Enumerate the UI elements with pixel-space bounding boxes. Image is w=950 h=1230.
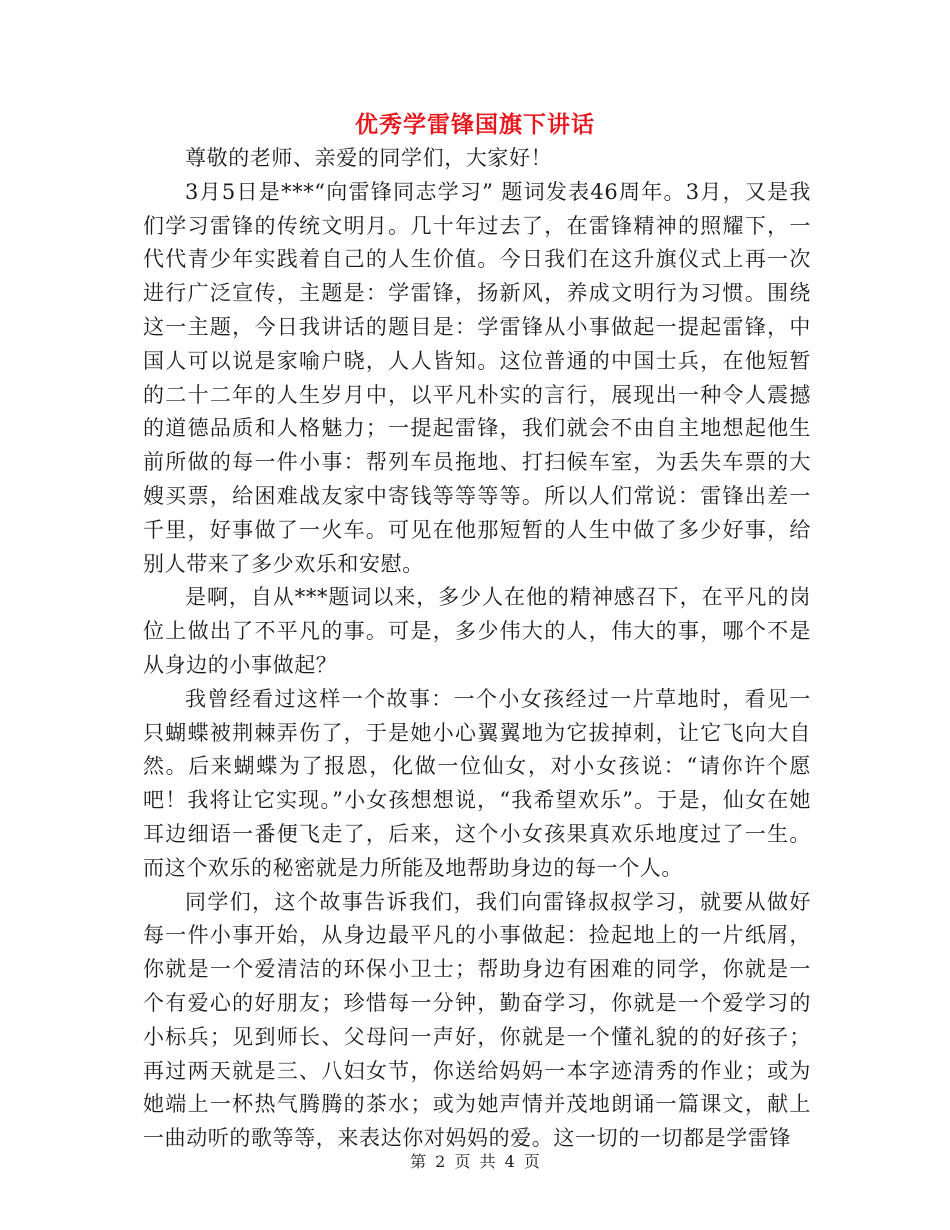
document-title: 优秀学雷锋国旗下讲话 [355, 112, 595, 138]
paragraph-inspiration: 是啊，自从***题词以来，多少人在他的精神感召下，在平凡的岗位上做出了不平凡的事。可是，多少伟大的人，伟大的事，哪个不是从身边的小事做起？ [143, 585, 811, 677]
paragraph-greeting: 尊敬的老师、亲爱的同学们，大家好！ [185, 146, 553, 170]
paragraph-butterfly-story: 我曾经看过这样一个故事：一个小女孩经过一片草地时，看见一只蝴蝶被荆棘弄伤了，于是她小心翼翼地为它拔掉刺，让它飞向大自然。后来蝴蝶为了报恩，化做一位仙女，对小女孩说：“请你许个愿吧！我将让它实现。”小女孩想想说，“我希望欢乐”。于是，仙女在她耳边细语一番便飞走了，后来，这个小女孩果真欢乐地度过了一生。而这个欢乐的秘密就是力所能及地帮助身边的每一个人。 [143, 686, 811, 880]
paragraph-lei-feng-intro: 3月5日是***“向雷锋同志学习” 题词发表46周年。3月，又是我们学习雷锋的传统文明月。几十年过去了，在雷锋精神的照耀下，一代代青少年实践着自己的人生价值。今日我们在这升旗仪式上再一次进行广泛宣传，主题是：学雷锋，扬新风，养成文明行为习惯。围绕这一主题，今日我讲话的题目是：学雷锋从小事做起一提起雷锋，中国人可以说是家喻户晓，人人皆知。这位普通的中国士兵，在他短暂的二十二年的人生岁月中，以平凡朴实的言行，展现出一种令人震撼的道德品质和人格魅力；一提起雷锋，我们就会不由自主地想起他生前所做的每一件小事：帮列车员拖地、打扫候车室，为丢失车票的大嫂买票，给困难战友家中寄钱等等等等。所以人们常说：雷锋出差一千里，好事做了一火车。可见在他那短暂的人生中做了多少好事，给别人带来了多少欢乐和安慰。 [143, 179, 811, 576]
page-number-footer: 第 2 页 共 4 页 [410, 1152, 540, 1171]
paragraph-call-to-action: 同学们，这个故事告诉我们，我们向雷锋叔叔学习，就要从做好每一件小事开始，从身边最平凡的小事做起：捡起地上的一片纸屑，你就是一个爱清洁的环保小卫士；帮助身边有困难的同学，你就是一个有爱心的好朋友；珍惜每一分钟，勤奋学习，你就是一个爱学习的小标兵；见到师长、父母问一声好，你就是一个懂礼貌的的好孩子；再过两天就是三、八妇女节，你送给妈妈一本字迹清秀的作业；或为她端上一杯热气腾腾的茶水；或为她声情并茂地朗诵一篇课文，献上一曲动听的歌等等，来表达你对妈妈的爱。这一切的一切都是学雷锋 [143, 889, 811, 1151]
document-body [143, 142, 811, 1156]
